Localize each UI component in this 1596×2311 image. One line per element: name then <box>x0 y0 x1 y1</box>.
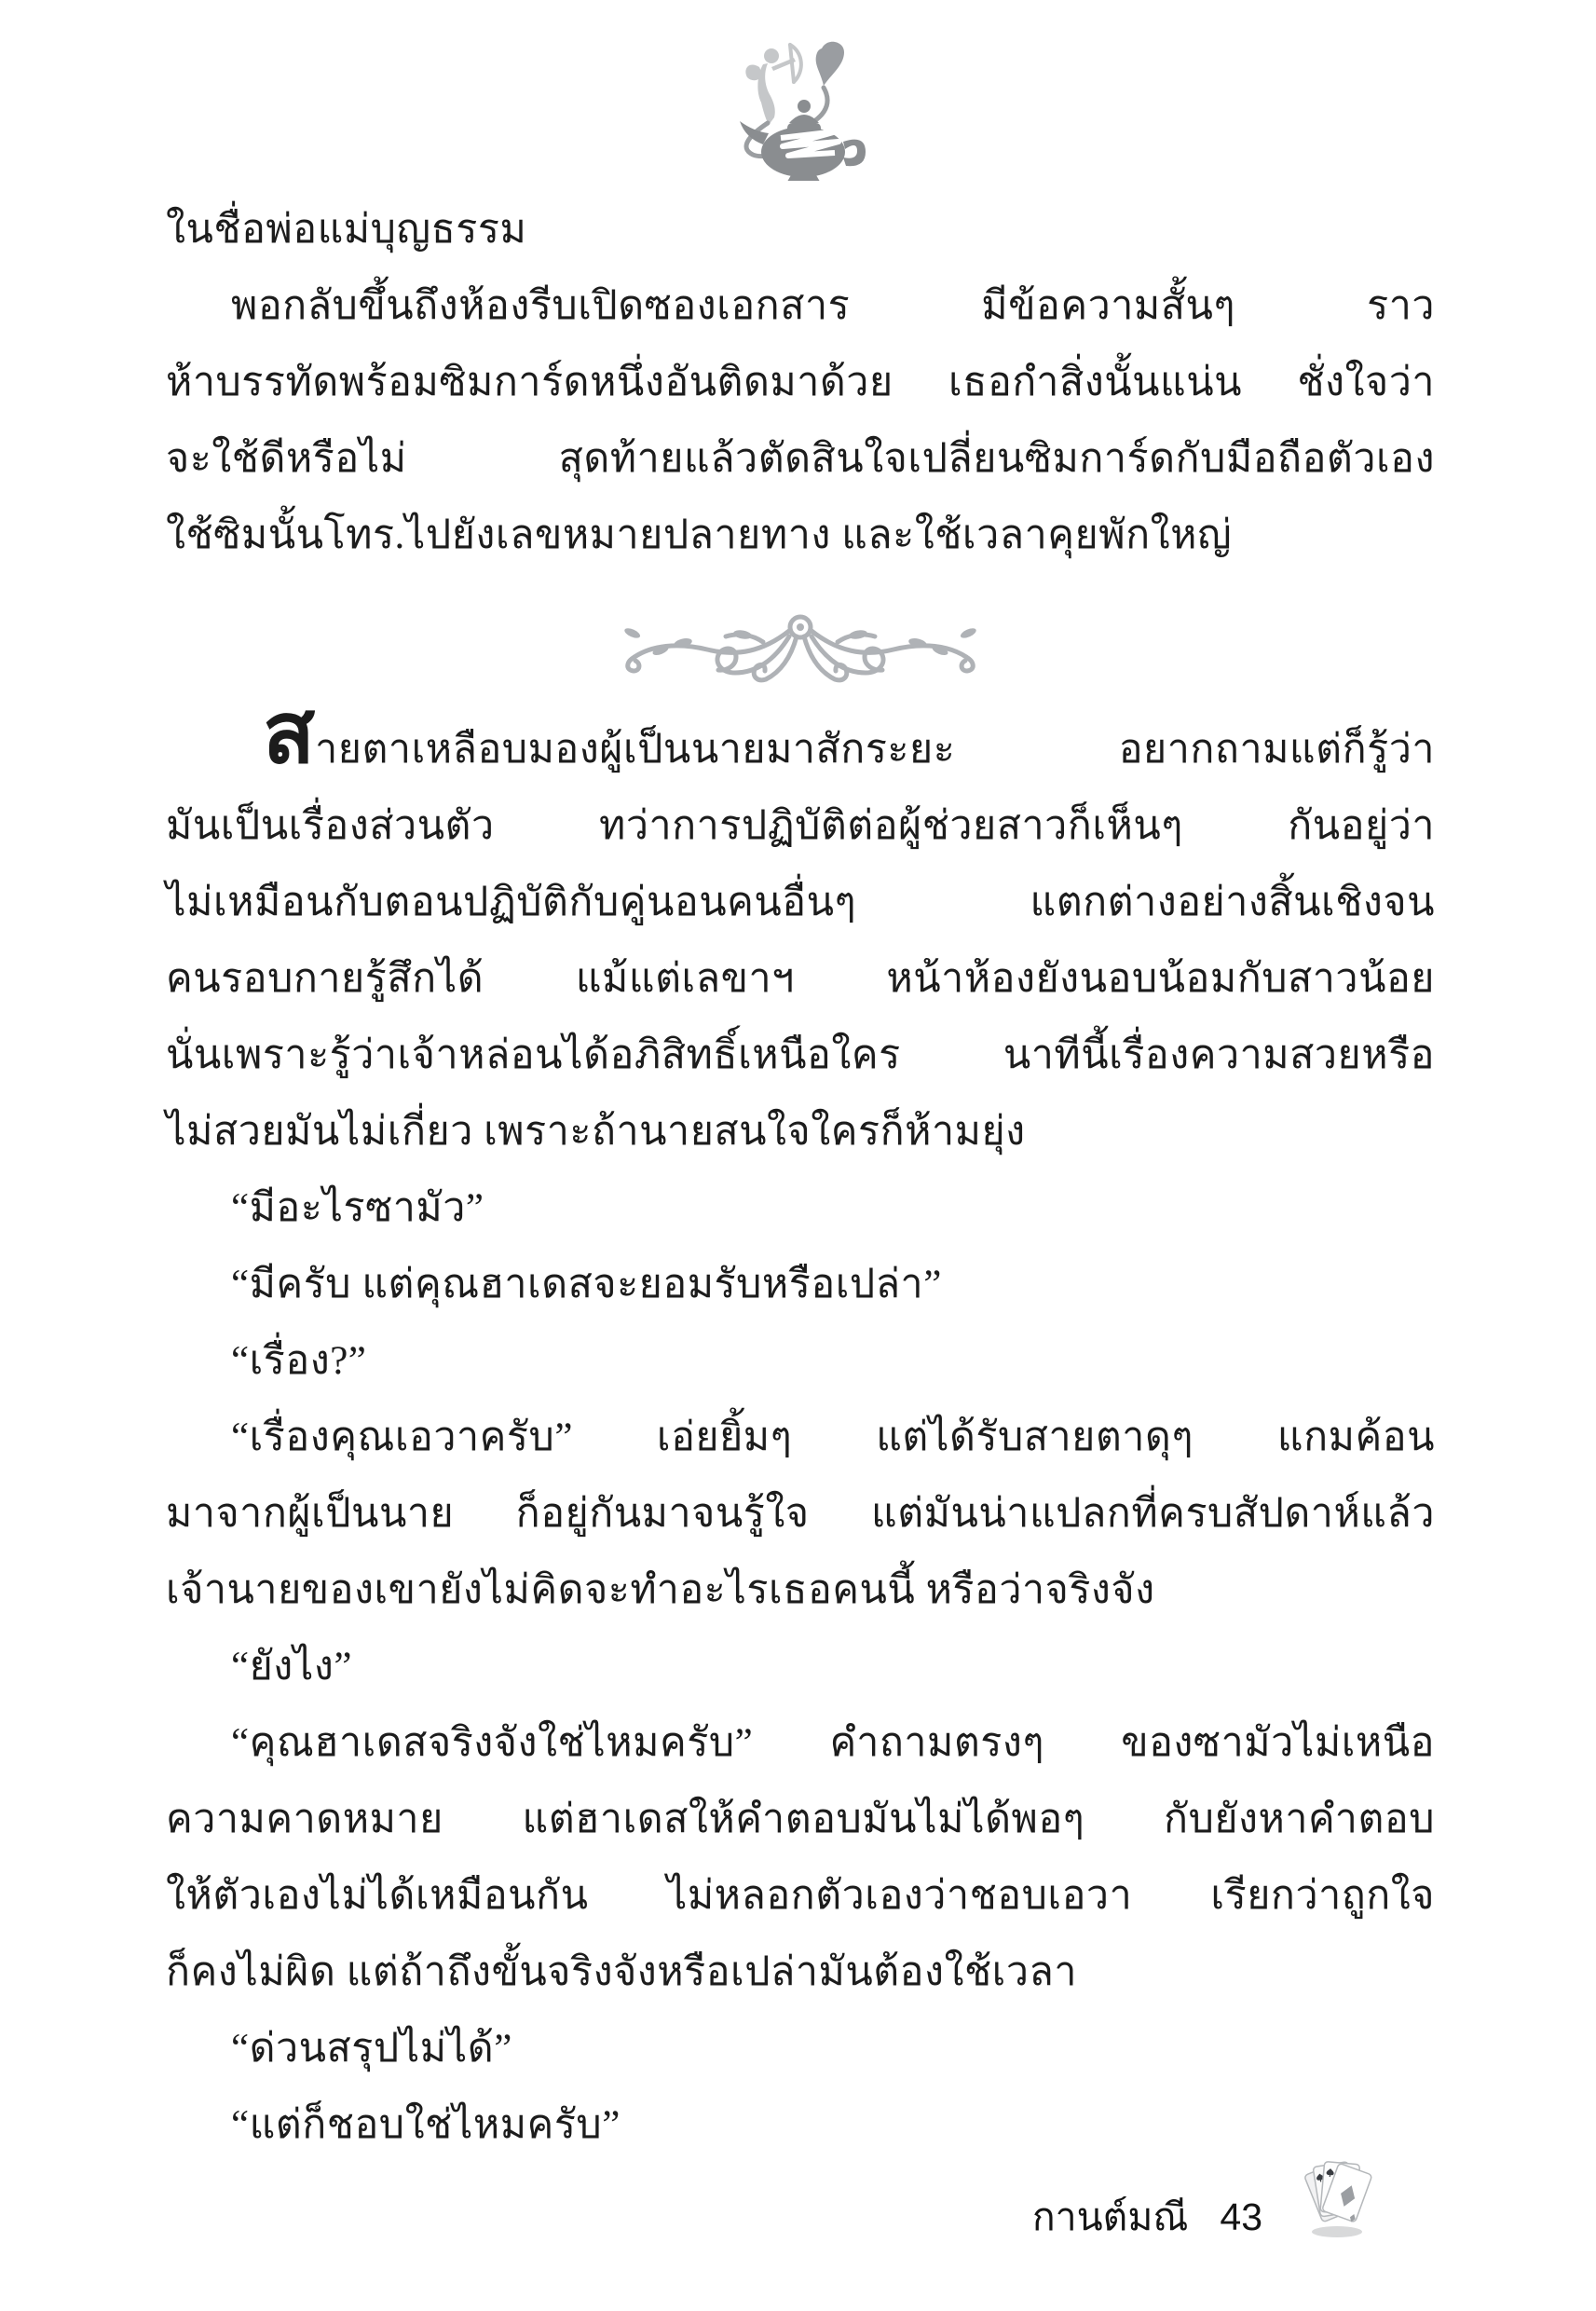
text-line: ให้ตัวเองไม่ได้เหมือนกัน ไม่หลอกตัวเองว่าชอบเอวา เรียกว่าถูกใจ <box>166 1874 1435 1918</box>
playing-cards-icon <box>1302 2158 1374 2238</box>
heart-shape <box>815 42 843 86</box>
running-title: กานต์มณี <box>1031 2195 1189 2238</box>
dialogue-line: “มีอะไรซามัว” <box>231 1186 484 1230</box>
text-line: มันเป็นเรื่องส่วนตัว ทว่าการปฏิบัติต่อผู้ช่วยสาวก็เห็นๆ กันอยู่ว่า <box>166 804 1435 848</box>
dropcap-letter: ส <box>263 686 316 781</box>
text-line: ไม่สวยมันไม่เกี่ยว เพราะถ้านายสนใจใครก็ห้ามยุ่ง <box>166 1110 1026 1154</box>
dropcap-line <box>166 686 1435 788</box>
flourish-scroll-divider <box>166 602 1435 691</box>
dialogue-line: “ด่วนสรุปไม่ได้” <box>231 2027 512 2071</box>
dialogue-line: “เรื่อง?” <box>231 1339 367 1383</box>
dialogue-line: “มีครับ แต่คุณฮาเดสจะยอมรับหรือเปล่า” <box>231 1263 942 1306</box>
flourish-divider-icon <box>623 603 977 691</box>
dialogue-line: “แต่ก็ชอบใช่ไหมครับ” <box>231 2103 621 2147</box>
text-line: คนรอบกายรู้สึกได้ แม้แต่เลขาฯ หน้าห้องยังนอบน้อมกับสาวน้อย <box>166 957 1435 1001</box>
genie-lamp-cupid-ornament <box>0 34 1596 181</box>
text-line: ในชื่อพ่อแม่บุญธรรม <box>166 208 527 252</box>
text-line: “เรื่องคุณเอวาครับ” เอ่ยยิ้มๆ แต่ได้รับสายตาดุๆ แกมค้อน <box>231 1415 1435 1459</box>
genie-lamp-cupid-icon <box>710 34 887 181</box>
text-line: ความคาดหมาย แต่ฮาเดสให้คำตอบมันไม่ได้พอๆ กับยังหาคำตอบ <box>166 1798 1435 1841</box>
text-line: ห้าบรรทัดพร้อมซิมการ์ดหนึ่งอันติดมาด้วย เธอกำสิ่งนั้นแน่น ชั่งใจว่า <box>166 361 1435 404</box>
page-number: 43 <box>1220 2195 1262 2238</box>
text-line: นั่นเพราะรู้ว่าเจ้าหล่อนได้อภิสิทธิ์เหนือใคร นาทีนี้เรื่องความสวยหรือ <box>166 1033 1435 1077</box>
text-line: เจ้านายของเขายังไม่คิดจะทำอะไรเธอคนนี้ หรือว่าจริงจัง <box>166 1568 1155 1612</box>
text-line: จะใช้ดีหรือไม่ สุดท้ายแล้วตัดสินใจเปลี่ยนซิมการ์ดกับมือถือตัวเอง <box>166 437 1435 481</box>
text-line: มาจากผู้เป็นนาย ก็อยู่กันมาจนรู้ใจ แต่มันน่าแปลกที่ครบสัปดาห์แล้ว <box>166 1492 1435 1536</box>
page-text-column <box>166 192 1435 2164</box>
text-line: ใช้ซิมนั้นโทร.ไปยังเลขหมายปลายทาง และใช้เวลาคุยพักใหญ่ <box>166 513 1233 557</box>
text-line: ก็คงไม่ผิด แต่ถ้าถึงขั้นจริงจังหรือเปล่ามันต้องใช้เวลา <box>166 1950 1078 1994</box>
text-line: “คุณฮาเดสจริงจังใช่ไหมครับ” คำถามตรงๆ ของซามัวไม่เหนือ <box>231 1721 1435 1765</box>
text-line: พอกลับขึ้นถึงห้องรีบเปิดซองเอกสาร มีข้อความสั้นๆ ราว <box>231 284 1435 328</box>
dropcap-line-rest: ายตาเหลือบมองผู้เป็นนายมาสักระยะ อยากถามแต่ก็รู้ว่า <box>315 728 1435 772</box>
page-footer <box>1032 2158 1374 2238</box>
text-line: ไม่เหมือนกับตอนปฏิบัติกับคู่นอนคนอื่นๆ แตกต่างอย่างสิ้นเชิงจน <box>166 881 1435 924</box>
dialogue-line: “ยังไง” <box>231 1645 352 1689</box>
